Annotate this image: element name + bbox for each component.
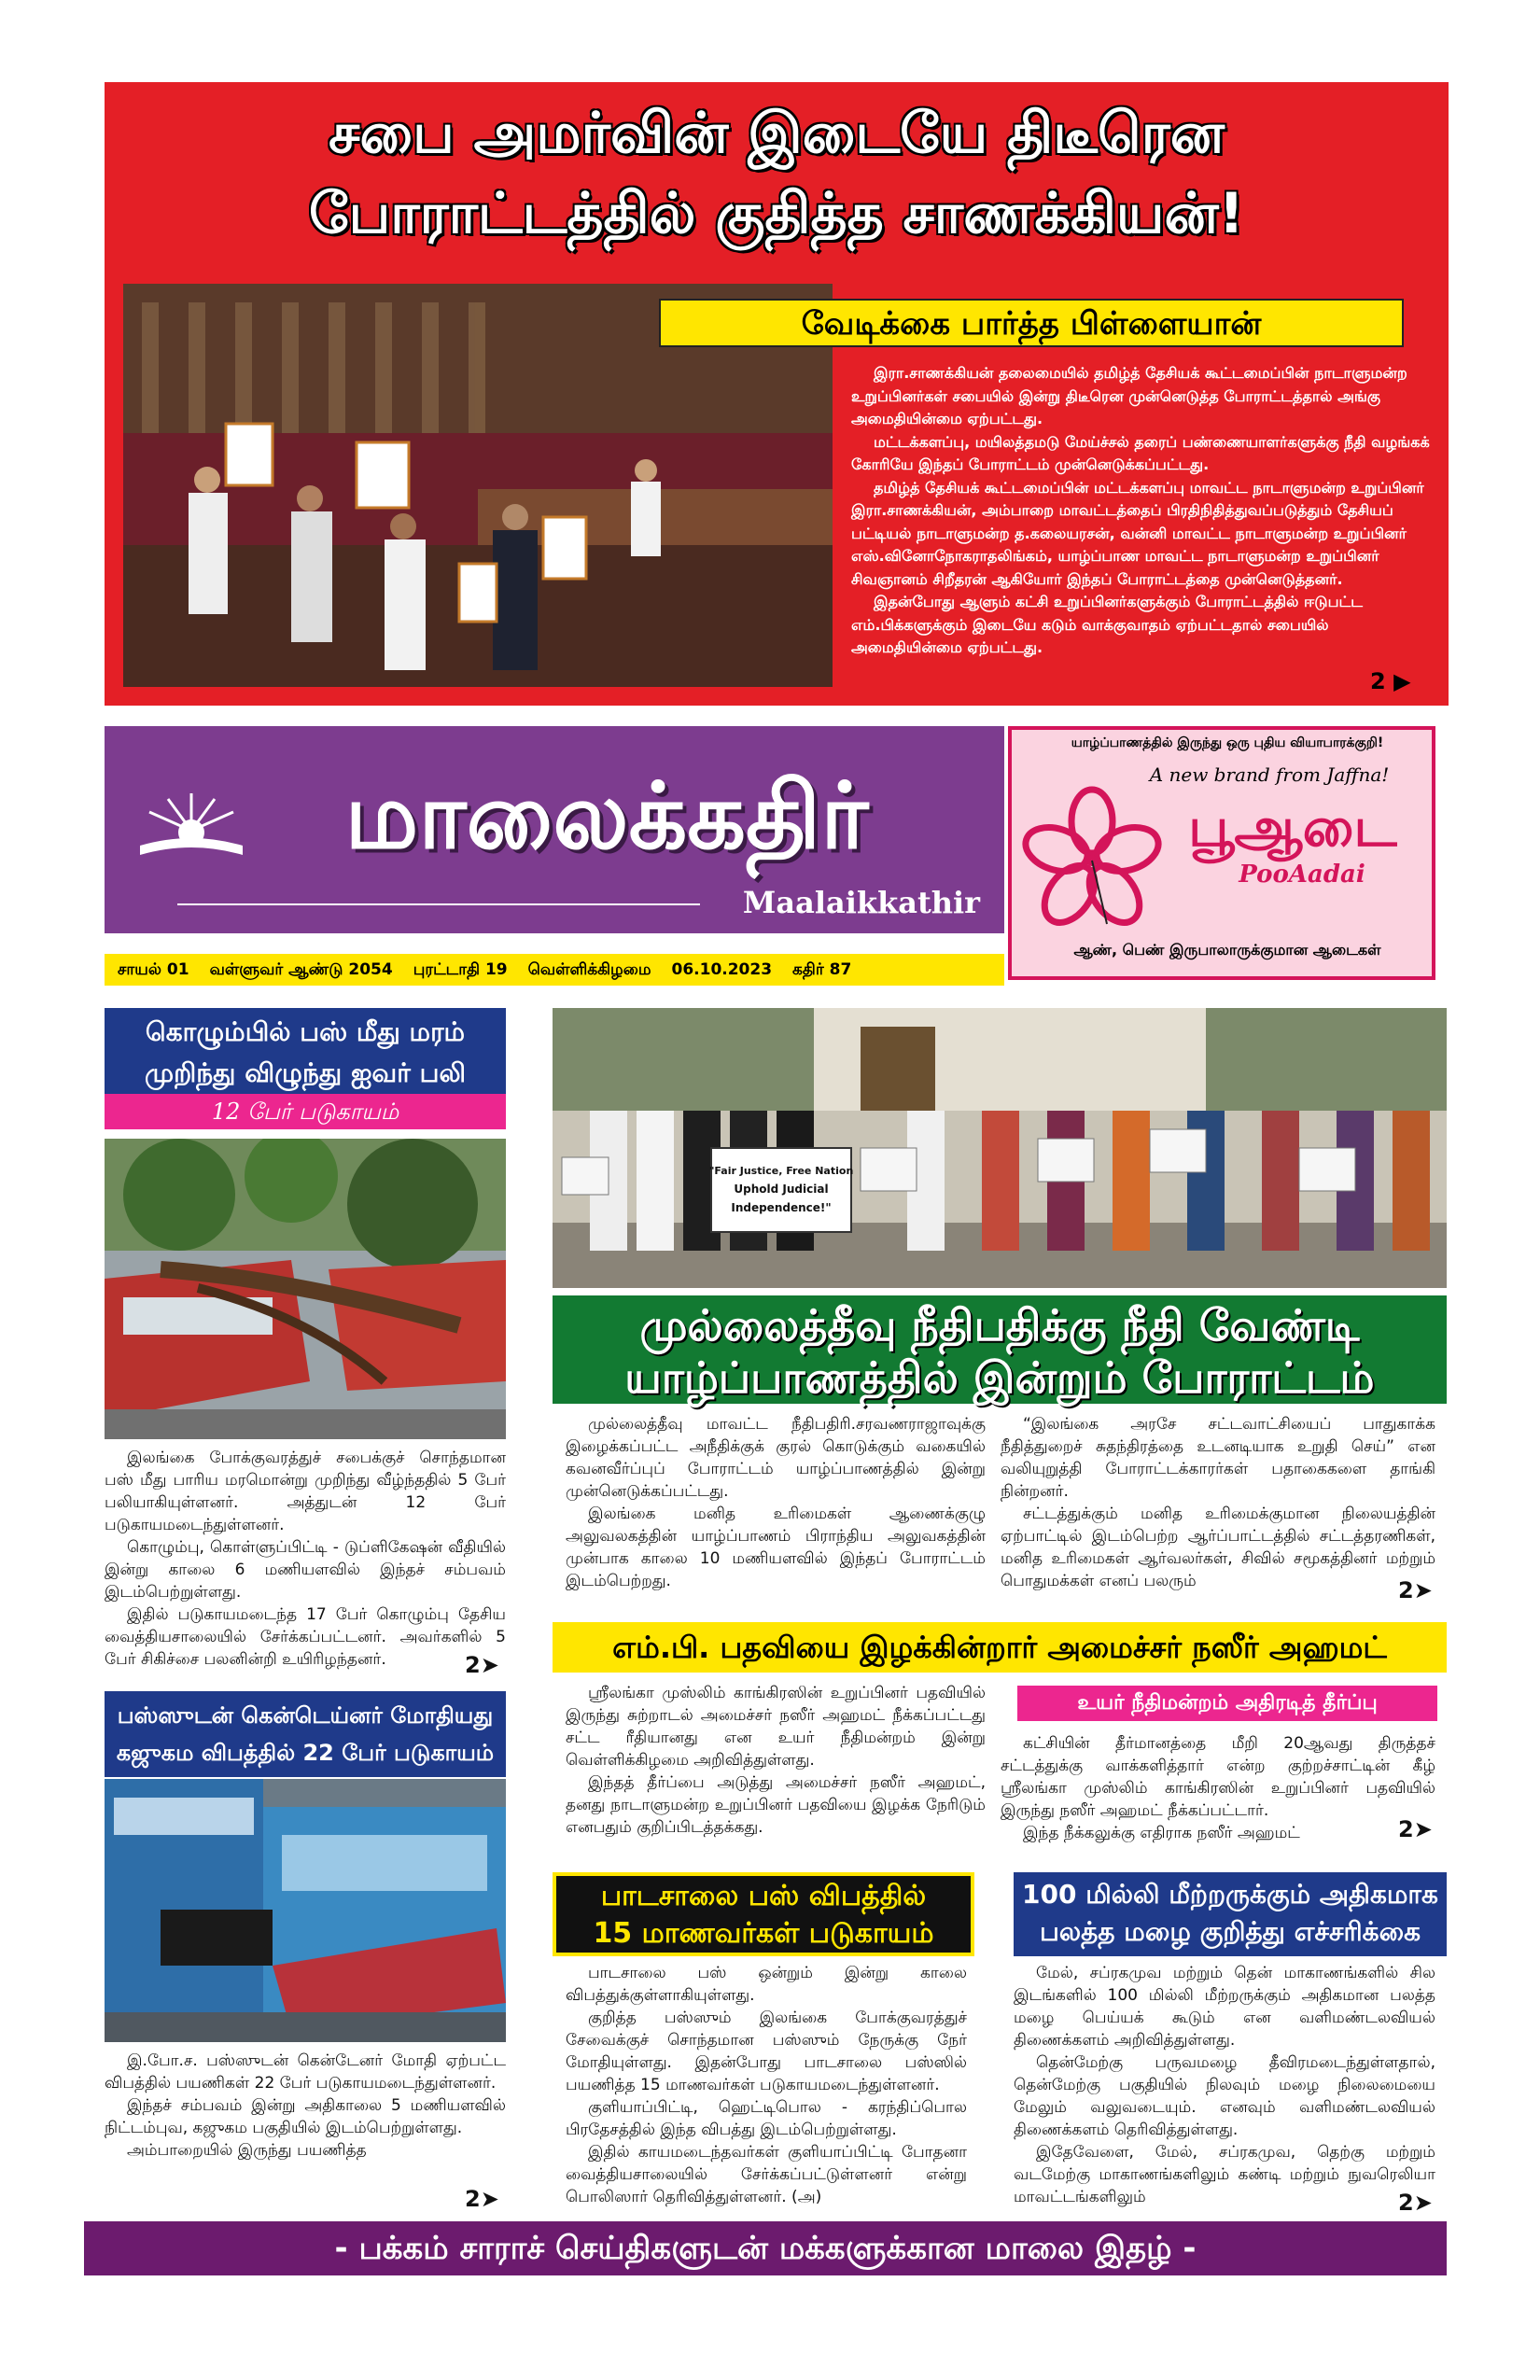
- jaffna-protest-col1: [566, 1413, 986, 1592]
- school-bus-body: [566, 1962, 967, 2208]
- rain-warning-body: [1014, 1962, 1435, 2208]
- continued-page-number: 2: [1398, 1577, 1414, 1603]
- ad-tagline: A new brand from Jaffna!: [1149, 763, 1390, 786]
- jaffna-protest-col2: [1001, 1413, 1435, 1592]
- issue-date-bar: [105, 954, 1004, 986]
- tree-fall-body: [105, 1447, 506, 1671]
- top-story-para: இதன்போது ஆளும் கட்சி உறுப்பினர்களுக்கும் போராட்டத்தில் ஈடுபட்ட எம்.பிக்களுக்கும் இடையே கடும் வாக்குவாதம் ஏற்பட்டதால் சபையில் அமைதியின்மை ஏற்பட்டது.: [851, 593, 1363, 656]
- rain-warning-continued[interactable]: [1398, 2190, 1433, 2216]
- ad-top-line: யாழ்ப்பாணத்தில் இருந்து ஒரு புதிய வியாபாரக்குறி!: [1071, 735, 1384, 750]
- top-story-para: இரா.சாணக்கியன் தலைமையில் தமிழ்த் தேசியக் கூட்டமைப்பின் நாடாளுமன்ற உறுப்பினர்கள் சபையில் இன்று திடீரென முன்னெடுத்த போராட்டத்தால் அங்கு அமைதியின்மை ஏற்பட்டது.: [851, 364, 1407, 427]
- story-para: பாடசாலை பஸ் ஒன்றும் இன்று காலை விபத்துக்குள்ளாகியுள்ளது.: [566, 1964, 967, 2005]
- continued-page-number: 2: [1398, 1816, 1414, 1842]
- jaffna-protest-continued[interactable]: [1398, 1577, 1433, 1603]
- footer-banner: - பக்கம் சாராச் செய்திகளுடன் மக்களுக்கான மாலை இதழ் -: [84, 2221, 1447, 2275]
- placard-line: "Fair Justice, Free Nation: [708, 1165, 854, 1177]
- arrow-right-icon: ➤: [1413, 2190, 1433, 2216]
- jaffna-protest-headline[interactable]: [553, 1295, 1447, 1404]
- tree-fall-subhead: 12 பேர் படுகாயம்: [105, 1094, 506, 1129]
- ad-bottom-line: ஆண், பெண் இருபாலாருக்குமான ஆடைகள்: [1073, 941, 1381, 959]
- valluvar-year: வள்ளுவர் ஆண்டு 2054: [209, 960, 393, 979]
- arrow-right-icon: ➤: [1413, 1816, 1433, 1842]
- container-crash-headline[interactable]: பஸ்ஸுடன் கென்டெய்னர் மோதியது கஜுகம விபத்தில் 22 பேர் படுகாயம்: [105, 1691, 506, 1777]
- continued-page-number: 2: [465, 2186, 481, 2212]
- story-para: இந்தத் தீர்ப்பை அடுத்து அமைச்சர் நஸீர் அஹமட், தனது நாடாளுமன்ற உறுப்பினர் பதவியை இழக்க நேரிடும் எனபதும் குறிப்பிடத்தக்கது.: [566, 1773, 986, 1837]
- story-para: கட்சியின் தீர்மானத்தை மீறி 20ஆவது திருத்தச் சட்டத்துக்கு வாக்களித்தார் என்ற குற்றச்சாட்டின் கீழ் ஸ்ரீலங்கா முஸ்லிம் காங்கிரஸின் உறுப்பினர் பதவியில் இருந்து நஸீர் அஹமட் நீக்கப்பட்டார்.: [1001, 1734, 1435, 1820]
- ad-brand-english: PooAadai: [1239, 861, 1365, 889]
- naseer-ahamed-subhead: உயர் நீதிமன்றம் அதிரடித் தீர்ப்பு: [1017, 1686, 1437, 1721]
- naseer-ahamed-headline[interactable]: எம்.பி. பதவியை இழக்கின்றார் அமைச்சர் நஸீர் அஹமட்: [553, 1622, 1447, 1673]
- story-para: கொழும்பு, கொள்ளுப்பிட்டி - டுப்ளிகேஷன் வீதியில் இன்று காலை 6 மணியளவில் இந்தச் சம்பவம் இடம்பெற்றுள்ளது.: [105, 1538, 506, 1602]
- headline-line2: பலத்த மழை குறித்து எச்சரிக்கை: [1039, 1916, 1421, 1947]
- issue-date: 06.10.2023: [671, 960, 773, 979]
- story-para: இலங்கை போக்குவரத்துச் சபைக்குச் சொந்தமான பஸ் மீது பாரிய மரமொன்று முறிந்து வீழ்ந்ததில் 5 பேர் பலியாகியுள்ளனர். அத்துடன் 12 பேர் படுகாயமடைந்துள்ளனர்.: [105, 1449, 506, 1534]
- naseer-ahamed-col2: [1001, 1732, 1435, 1844]
- container-crash-photo: [105, 1779, 506, 2042]
- story-para: தென்மேற்கு பருவமழை தீவிரமடைந்துள்ளதால், தென்மேற்கு பகுதியில் நிலவும் மழை நிலைமையை மேலும் வலுவடையும். எனவும் வளிமண்டலவியல் திணைக்களம் தெரிவித்துள்ளது.: [1014, 2053, 1435, 2139]
- arrow-right-icon: ➤: [480, 1652, 499, 1678]
- headline-line2: 15 மாணவர்கள் படுகாயம்: [593, 1917, 934, 1950]
- jaffna-protest-photo: [553, 1008, 1447, 1288]
- ad-brand: பூஆடை: [1188, 795, 1397, 859]
- story-para: இந்த நீக்கலுக்கு எதிராக நஸீர் அஹமட்: [1023, 1824, 1300, 1842]
- top-story-para: தமிழ்த் தேசியக் கூட்டமைப்பின் மட்டக்களப்பு மாவட்ட நாடாளுமன்ற உறுப்பினர் இரா.சாணக்கியன், அம்பாறை மாவட்டத்தைப் பிரதிநிதித்துவப்படுத்தும் தேசியப் பட்டியல் நாடாளுமன்ற த.கலையரசன், வன்னி மாவட்ட நாடாளுமன்ற உறுப்பினர் எஸ்.வினோநோகராதலிங்கம், யாழ்ப்பாண மாவட்ட நாடாளுமன்ற உறுப்பினர் சிவஞானம் சிறீதரன் ஆகியோர் இந்தப் போராட்டத்தை முன்னெடுத்தனர்.: [851, 478, 1424, 588]
- story-para: முல்லைத்தீவு மாவட்ட நீதிபதிரி.சரவணராஜாவுக்கு இழைக்கப்பட்ட அநீதிக்குக் குரல் கொடுக்கும் வகையில் கவனவீர்ப்புப் போராட்டம் யாழ்ப்பாணத்தில் இன்று முன்னெடுக்கப்பட்டது.: [566, 1415, 986, 1501]
- continued-page-number: 2: [1370, 668, 1386, 694]
- story-para: சட்டத்துக்கும் மனித உரிமைக்குமான நிலையத்தின் ஏற்பாட்டில் இடம்பெற்ற ஆர்ப்பாட்டத்தில் சட்டத்தரணிகள், மனித உரிமைகள் ஆர்வலர்கள், சிவில் சமூகத்தினர் மற்றும் பொதுமக்கள் எனப் பலரும்: [1001, 1505, 1435, 1590]
- story-para: இலங்கை மனித உரிமைகள் ஆணைக்குழு அலுவலகத்தின் யாழ்ப்பாணம் பிராந்திய அலுவகத்தின் முன்பாக காலை 10 மணியளவில் இந்தப் போராட்டம் இடம்பெற்றது.: [566, 1505, 986, 1590]
- headline-line2: யாழ்ப்பாணத்தில் இன்றும் போராட்டம்: [624, 1352, 1375, 1403]
- container-crash-body: [105, 2050, 506, 2162]
- top-story-headline: [105, 93, 1449, 254]
- continued-page-number: 2: [1398, 2190, 1414, 2216]
- school-bus-headline[interactable]: [553, 1872, 974, 1956]
- story-para: இ.போ.ச. பஸ்ஸுடன் கென்டேனர் மோதி ஏற்பட்ட விபத்தில் பயணிகள் 22 பேர் படுகாயமடைந்துள்ளனர்.: [105, 2051, 506, 2093]
- masthead-english: Maalaikkathir: [742, 885, 980, 920]
- story-para: இந்தச் சம்பவம் இன்று அதிகாலை 5 மணியளவில் நிட்டம்புவ, கஜுகம பகுதியில் இடம்பெற்றுள்ளது.: [105, 2096, 506, 2137]
- story-para: இதில் காயமடைந்தவர்கள் குளியாப்பிட்டி போதனா வைத்தியசாலையில் சேர்க்கப்பட்டுள்ளனர் என்று பொலிஸார் தெரிவித்துள்ளனர். (அ): [566, 2143, 967, 2206]
- weekday: வெள்ளிக்கிழமை: [527, 960, 651, 979]
- top-headline-line2: போராட்டத்தில் குதித்த சாணக்கியன்!: [308, 181, 1244, 246]
- story-para: குளியாப்பிட்டி, ஹெட்டிபொல - கரந்திப்பொல பிரதேசத்தில் இந்த விபத்து இடம்பெற்றுள்ளது.: [566, 2098, 967, 2139]
- rain-warning-headline[interactable]: [1014, 1872, 1447, 1956]
- story-para: குறித்த பஸ்ஸும் இலங்கை போக்குவரத்துச் சேவைக்குச் சொந்தமான பஸ்ஸும் நேருக்கு நேர் மோதியுள்ளது. இதன்போது பாடசாலை பஸ்ஸில் பயணித்த 15 மாணவர்கள் படுகாயமடைந்துள்ளனர்.: [566, 2009, 967, 2094]
- issue-number: சாயல் 01: [118, 960, 189, 979]
- continued-page-number: 2: [465, 1652, 481, 1678]
- story-para: “இலங்கை அரசே சட்டவாட்சியைப் பாதுகாக்க நீதித்துறைச் சுதந்திரத்தை உடனடியாக உறுதி செய்” என வலியுறுத்தி போராட்டக்காரர்கள் பதாகைகளை தாங்கி நின்றனர்.: [1001, 1415, 1435, 1501]
- story-para: மேல், சப்ரகமுவ மற்றும் தென் மாகாணங்களில் சில இடங்களில் 100 மில்லி மீற்றருக்கும் அதிகமான பலத்த மழை பெய்யக் கூடும் என வளிமண்டலவியல் திணைக்களம் அறிவித்துள்ளது.: [1014, 1964, 1435, 2050]
- kathir-number: கதிர் 87: [792, 960, 852, 979]
- container-crash-continued[interactable]: [465, 2186, 499, 2212]
- tree-fall-continued[interactable]: [465, 1652, 499, 1678]
- story-para: இதேவேளை, மேல், சப்ரகமுவ, தெற்கு மற்றும் வடமேற்கு மாகாணங்களிலும் கண்டி மற்றும் நுவரெலியா மாவட்டங்களிலும்: [1014, 2143, 1435, 2206]
- arrow-right-icon: ▶: [1393, 668, 1411, 694]
- tree-on-bus-photo: [105, 1139, 506, 1439]
- top-story-continued[interactable]: [1370, 668, 1411, 694]
- arrow-right-icon: ➤: [1413, 1577, 1433, 1603]
- naseer-ahamed-continued[interactable]: [1398, 1816, 1433, 1842]
- rising-sun-book-icon: [131, 784, 252, 868]
- top-story-para: மட்டக்களப்பு, மயிலத்தமடு மேய்ச்சல் தரைப் பண்ணையாளர்களுக்கு நீதி வழங்கக் கோரியே இந்தப் போராட்டம் முன்னெடுக்கப்பட்டது.: [851, 432, 1430, 473]
- placard-line: Uphold Judicial: [734, 1183, 829, 1196]
- flower-logo-icon: [1017, 784, 1167, 933]
- headline-line1: முல்லைத்தீவு நீதிபதிக்கு நீதி வேண்டி: [639, 1300, 1360, 1351]
- tamil-date: புரட்டாதி 19: [413, 960, 508, 979]
- top-story-subhead: வேடிக்கை பார்த்த பிள்ளையான்: [659, 299, 1404, 347]
- story-para: இதில் படுகாயமடைந்த 17 பேர் கொழும்பு தேசிய வைத்தியசாலையில் சேர்க்கப்பட்டனர். அவர்களில் 5 பேர் சிகிச்சை பலனின்றி உயிரிழந்தனர்.: [105, 1605, 506, 1669]
- placard-line: Independence!": [731, 1201, 832, 1214]
- arrow-right-icon: ➤: [480, 2186, 499, 2212]
- top-headline-line1: சபை அமர்வின் இடையே திடீரென: [329, 101, 1225, 166]
- tree-fall-headline[interactable]: கொழும்பில் பஸ் மீது மரம் முறிந்து விழுந்து ஐவர் பலி: [105, 1008, 506, 1096]
- story-para: ஸ்ரீலங்கா முஸ்லிம் காங்கிரஸின் உறுப்பினர் பதவியில் இருந்து சுற்றாடல் அமைச்சர் நஸீர் அஹமட் நீக்கப்பட்டது சட்ட ரீதியானது என உயர் நீதிமன்றம் இன்று வெள்ளிக்கிழமை அறிவித்துள்ளது.: [566, 1684, 986, 1770]
- headline-line1: பாடசாலை பஸ் விபத்தில்: [600, 1880, 927, 1912]
- top-story-body: [851, 362, 1434, 660]
- headline-line1: 100 மில்லி மீற்றருக்கும் அதிகமாக: [1022, 1879, 1438, 1910]
- story-para: அம்பாறையில் இருந்து பயணித்த: [127, 2141, 367, 2160]
- masthead-rule: [177, 903, 700, 905]
- naseer-ahamed-col1: [566, 1682, 986, 1839]
- masthead-title: மாலைக்கதிர்: [344, 763, 869, 870]
